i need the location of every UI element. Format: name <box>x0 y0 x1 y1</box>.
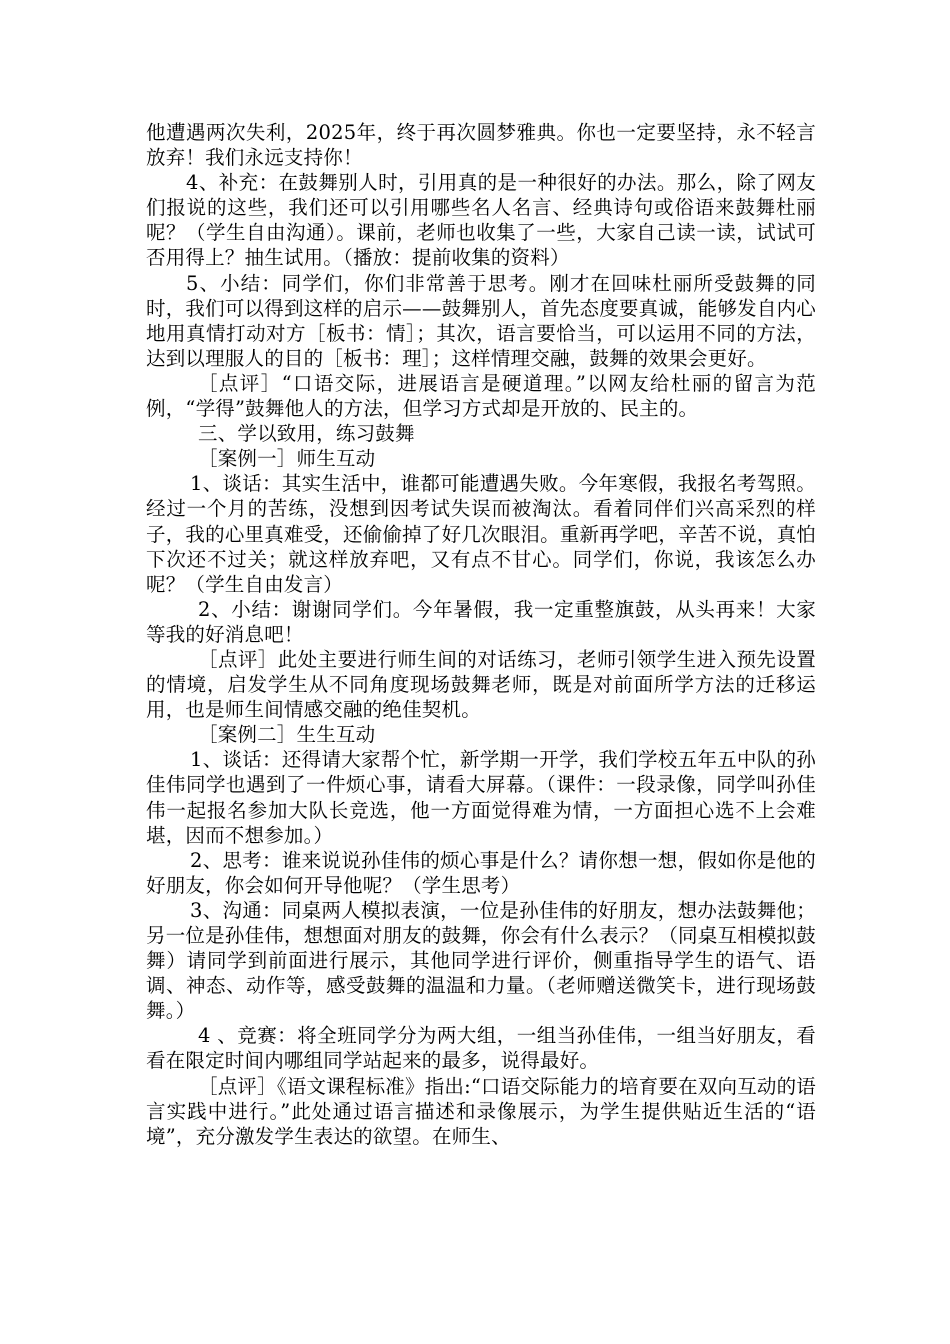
paragraph-comment-1: ［点评］“口语交际，进展语言是硬道理。”以网友给杜丽的留言为范例，“学得”鼓舞他人的方法，但学习方式却是开放的、民主的。 <box>146 371 816 421</box>
paragraph-case1-talk: 1、谈话：其实生活中，谁都可能遭遇失败。今年寒假，我报名考驾照。经过一个月的苦练，没想到因考试失误而被淘汰。看着同伴们兴高采烈的样子，我的心里真难受，还偷偷掉了好几次眼泪。重新再学吧，辛苦不说，真怕下次还不过关；就这样放弃吧，又有点不甘心。同学们，你说，我该怎么办呢？（学生自由发言） <box>146 472 816 596</box>
document-page <box>146 120 816 1149</box>
paragraph-case2-think: 2、思考：谁来说说孙佳伟的烦心事是什么？请你想一想，假如你是他的好朋友，你会如何开导他呢？（学生思考） <box>146 848 816 897</box>
case-heading-1: ［案例一］师生互动 <box>198 447 376 471</box>
paragraph-case2-talk: 1、谈话：还得请大家帮个忙，新学期一开学，我们学校五年五中队的孙佳伟同学也遇到了一件烦心事，请看大屏幕。（课件：一段录像，同学叫孙佳伟一起报名参加大队长竞选，他一方面觉得难为情，一方面担心选不上会难堪，因而不想参加。） <box>146 748 816 847</box>
paragraph-case2-communicate: 3、沟通：同桌两人模拟表演，一位是孙佳伟的好朋友，想办法鼓舞他；另一位是孙佳伟，想想面对朋友的鼓舞，你会有什么表示？（同桌互相模拟鼓舞）请同学到前面进行展示，其他同学进行评价，侧重指导学生的语气、语调、神态、动作等，感受鼓舞的温温和力量。（老师赠送微笑卡，进行现场鼓舞。） <box>146 898 816 1023</box>
case-heading-2: ［案例二］生生互动 <box>198 723 376 747</box>
paragraph-supplement: 4、补充：在鼓舞别人时，引用真的是一种很好的办法。那么，除了网友们报说的这些，我们还可以引用哪些名人名言、经典诗句或俗语来鼓舞杜丽呢？（学生自由沟通）。课前，老师也收集了一些，大家自己读一读，试试可否用得上？抽生试用。（播放：提前收集的资料） <box>146 171 816 270</box>
paragraph-case2-contest: 4 、竞赛：将全班同学分为两大组，一组当孙佳伟，一组当好朋友，看看在限定时间内哪组同学站起来的最多，说得最好。 <box>146 1024 816 1073</box>
paragraph-continuation: 他遭遇两次失利，2025年，终于再次圆梦雅典。你也一定要坚持，永不轻言放弃！我们永远支持你！ <box>146 121 816 170</box>
paragraph-comment-3: ［点评］《语文课程标准》指出:“口语交际能力的培育要在双向互动的语言实践中进行。”此处通过语言描述和录像展示，为学生提供贴近生活的“语境”，充分激发学生表达的欲望。在师生、 <box>146 1074 816 1148</box>
paragraph-comment-2: ［点评］此处主要进行师生间的对话练习，老师引领学生进入预先设置的情境，启发学生从不同角度现场鼓舞老师，既是对前面所学方法的迁移运用，也是师生间情感交融的绝佳契机。 <box>146 647 816 722</box>
paragraph-case1-summary: 2、小结：谢谢同学们。今年暑假，我一定重整旗鼓，从头再来！大家等我的好消息吧！ <box>146 597 816 646</box>
paragraph-summary: 5、小结：同学们，你们非常善于思考。刚才在回味杜丽所受鼓舞的同时，我们可以得到这样的启示——鼓舞别人，首先态度要真诚，能够发自内心地用真情打动对方［板书：情］；其次，语言要恰当，可以运用不同的方法，达到以理服人的目的［板书：理］；这样情理交融，鼓舞的效果会更好。 <box>146 271 816 370</box>
section-heading-3: 三、学以致用，练习鼓舞 <box>198 422 415 446</box>
